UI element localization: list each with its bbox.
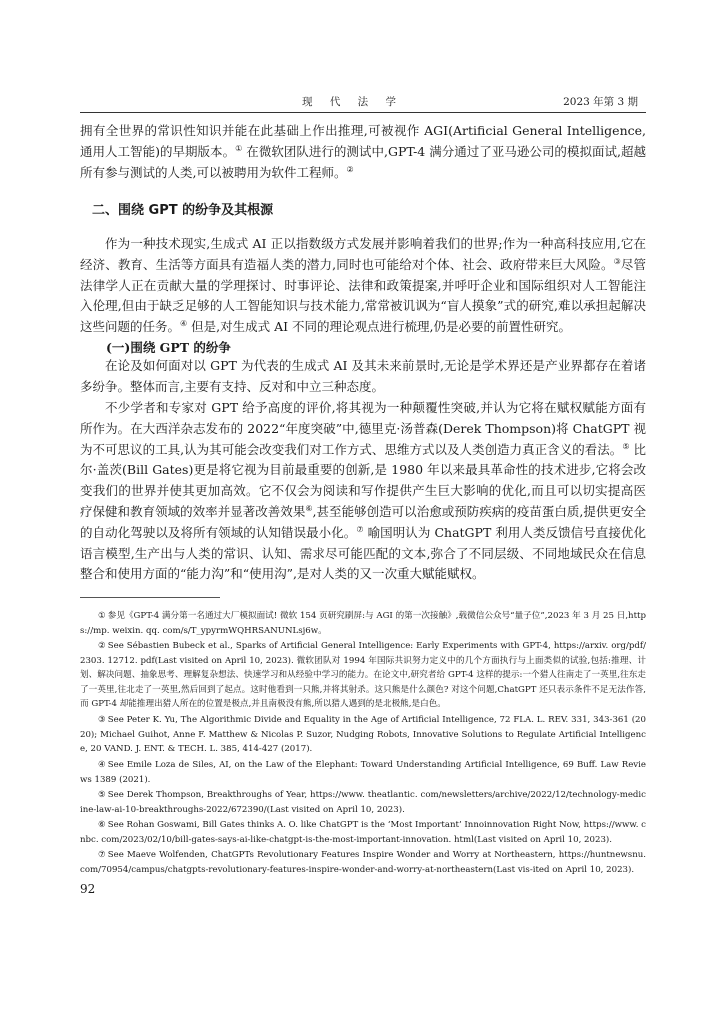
paragraph-3	[80, 398, 646, 585]
issue-number: 2023 年第 3 期	[563, 96, 638, 108]
footnote-ref-6[interactable]: ⑥	[305, 503, 313, 513]
paragraph-3-text-d: 喻国明认为 ChatGPT 利用人类反馈信号直接优化语言模型,生产出与人类的常识、认知、需求尽可能匹配的文本,弥合了不同层级、不同地域民众在信息整合和使用方面的“能力沟”和“使用沟”,是对人类的又一次重大赋能赋权。	[80, 524, 646, 582]
header-rule	[80, 112, 646, 113]
footnote-7	[80, 848, 646, 877]
footnote-ref-4[interactable]: ④	[180, 319, 188, 329]
footnote-1	[80, 609, 646, 638]
paragraph-1-text-c: 但是,对生成式 AI 不同的理论观点进行梳理,仍是必要的前置性研究。	[187, 319, 572, 335]
footnote-4-marker: ④	[98, 760, 106, 770]
footnote-4	[80, 758, 646, 787]
footnote-1-text: 参见《GPT-4 满分第一名通过大厂模拟面试! 微软 154 页研究刷屏:与 AGI 的第一次接触》,载微信公众号“量子位”,2023 年 3 月 25 日,https://mp. weixin. qq. com/s/T_ypyrmWQHRSANUNLsj6w。	[80, 611, 646, 636]
footnote-ref-7[interactable]: ⑦	[356, 524, 364, 534]
footnote-6	[80, 818, 646, 847]
paragraph-3-text-b: 比尔·盖茨(Bill Gates)更是将它视为目前最重要的创新,是 1980 年以来最具革命性的技术进步,它将会改变我们的世界并使其更加高效。它不仅会为阅读和写作提供产生巨大影响的优化,而且可以切实提高医疗保健和教育领域的效率并显著改善效果	[80, 441, 647, 519]
footnote-5-marker: ⑤	[98, 790, 106, 800]
footnote-3-marker: ③	[98, 715, 106, 725]
intro-text-a: 拥有全世界的常识性知识并能在此基础上作出推理,可被视作 AGI(Artificial General Intelligence,通用人工智能)的早期版本。	[80, 123, 646, 159]
paragraph-1-text-b: 尽管法律学人正在贡献大量的学理探讨、时事评论、法律和政策提案,并呼吁企业和国际组织对人工智能注入伦理,但由于缺乏足够的人工智能知识与技术能力,常常被讥讽为“盲人摸象”式的研究,难以承担起解决这些问题的任务。	[80, 256, 646, 335]
footnote-2	[80, 639, 646, 712]
footnote-5-text: See Derek Thompson, Breakthroughs of Year, https://www. theatlantic. com/newsletters/archive/2022/12/technology-medicine-law-ai-10-breakthroughs-2022/672390/(Last visited on April 10, 2023).	[80, 790, 646, 815]
footnote-5	[80, 788, 646, 817]
footnote-7-text: See Maeve Wolfenden, ChatGPTs Revolutionary Features Inspire Wonder and Worry at Northeastern, https://huntnewsnu. com/70954/campus/chatgpts-revolutionary-features-inspire-wonder-and-worry-at-northeastern(Last vis-ited on April 10, 2023).	[80, 850, 646, 875]
footnote-6-text: See Rohan Goswami, Bill Gates thinks A. O. like ChatGPT is the ‘Most Important’ Innoinnovation Right Now, https://www. cnbc. com/2023/02/10/bill-gates-says-ai-like-chatgpt-is-the-most-important-innovation. html(Last visited on April 10, 2023).	[80, 820, 646, 845]
footnote-7-marker: ⑦	[98, 850, 106, 860]
footnote-ref-3[interactable]: ③	[613, 256, 621, 266]
paragraph-3-text-a: 不少学者和专家对 GPT 给予高度的评价,将其视为一种颠覆性突破,并认为它将在赋权赋能方面有所作为。在大西洋杂志发布的 2022“年度突破”中,德里克·汤普森(Derek Thompson)将 ChatGPT 视为不可思议的工具,认为其可能会改变我们对工作方式、思维方式以及人类创造力真正含义的看法。	[80, 400, 646, 457]
journal-title: 现 代 法 学	[302, 96, 404, 108]
footnote-4-text: See Emile Loza de Siles, AI, on the Law of the Elephant: Toward Understanding Artificial Intelligence, 69 Buff. Law Reviews 1389 (2021).	[80, 760, 646, 785]
footnote-2-marker: ②	[98, 641, 106, 651]
footnote-3	[80, 713, 646, 757]
footnote-ref-1[interactable]: ①	[235, 143, 243, 153]
page-number: 92	[80, 882, 96, 896]
footnote-ref-2[interactable]: ②	[346, 164, 354, 174]
intro-paragraph	[80, 121, 646, 183]
paragraph-2: 在论及如何面对以 GPT 为代表的生成式 AI 及其未来前景时,无论是学术界还是产业界都存在着诸多纷争。整体而言,主要有支持、反对和中立三种态度。	[80, 358, 646, 394]
footnote-ref-5[interactable]: ⑤	[622, 441, 630, 451]
footnote-3-text: See Peter K. Yu, The Algorithmic Divide and Equality in the Age of Artificial Intelligence, 72 FLA. L. REV. 331, 343-361 (2020); Michael Guihot, Anne F. Matthew & Nicolas P. Suzor, Nudging Robots, Innovative Solutions to Regulate Artificial Intelligence, 20 VAND. J. ENT. & TECH. L. 385, 414-427 (2017).	[80, 715, 646, 755]
intro-text-b: 在微软团队进行的测试中,GPT-4 满分通过了亚马逊公司的模拟面试,超越所有参与测试的人类,可以被聘用为软件工程师。	[80, 143, 647, 180]
paragraph-1	[80, 234, 646, 338]
footnote-6-marker: ⑥	[98, 820, 106, 830]
section-heading: 二、围绕 GPT 的纷争及其根源	[92, 203, 274, 218]
subsection-heading: (一)围绕 GPT 的纷争	[106, 340, 231, 355]
footnote-2-text: See Sébastien Bubeck et al., Sparks of Artificial General Intelligence: Early Experiments with GPT-4, https://arxiv. org/pdf/2303. 12712. pdf(Last visited on April 10, 2023). 微软团队对 1994 年国际共识努力定义中的几个方面执行与上面类似的试验,包括:推理、计划、解决问题、抽象思考、理解复杂想法、快速学习和从经验中学习的能力。在论文中,研究者给 GPT-4 这样的提示:一个猎人往南走了一英里,往东走了一英里,往北走了一英里,然后回到了起点。这时他看到一只熊,并将其射杀。这只熊是什么颜色? 对这个问题,ChatGPT 还只表示条件不足无法作答,而 GPT-4 却能推理出猎人所在的位置是极点,并且南极没有熊,所以猎人遇到的是北极熊,是白色。	[80, 641, 646, 710]
paragraph-3-text-c: ,甚至能够创造可以治愈或预防疾病的疫苗蛋白质,提供更安全的自动化驾驶以及将所有领域的认知错误最小化。	[80, 503, 646, 540]
footnote-1-marker: ①	[98, 611, 106, 621]
footnote-rule	[80, 597, 220, 598]
paragraph-1-text-a: 作为一种技术现实,生成式 AI 正以指数级方式发展并影响着我们的世界;作为一种高科技应用,它在经济、教育、生活等方面具有造福人类的潜力,同时也可能给对个体、社会、政府带来巨大风险。	[80, 236, 646, 272]
